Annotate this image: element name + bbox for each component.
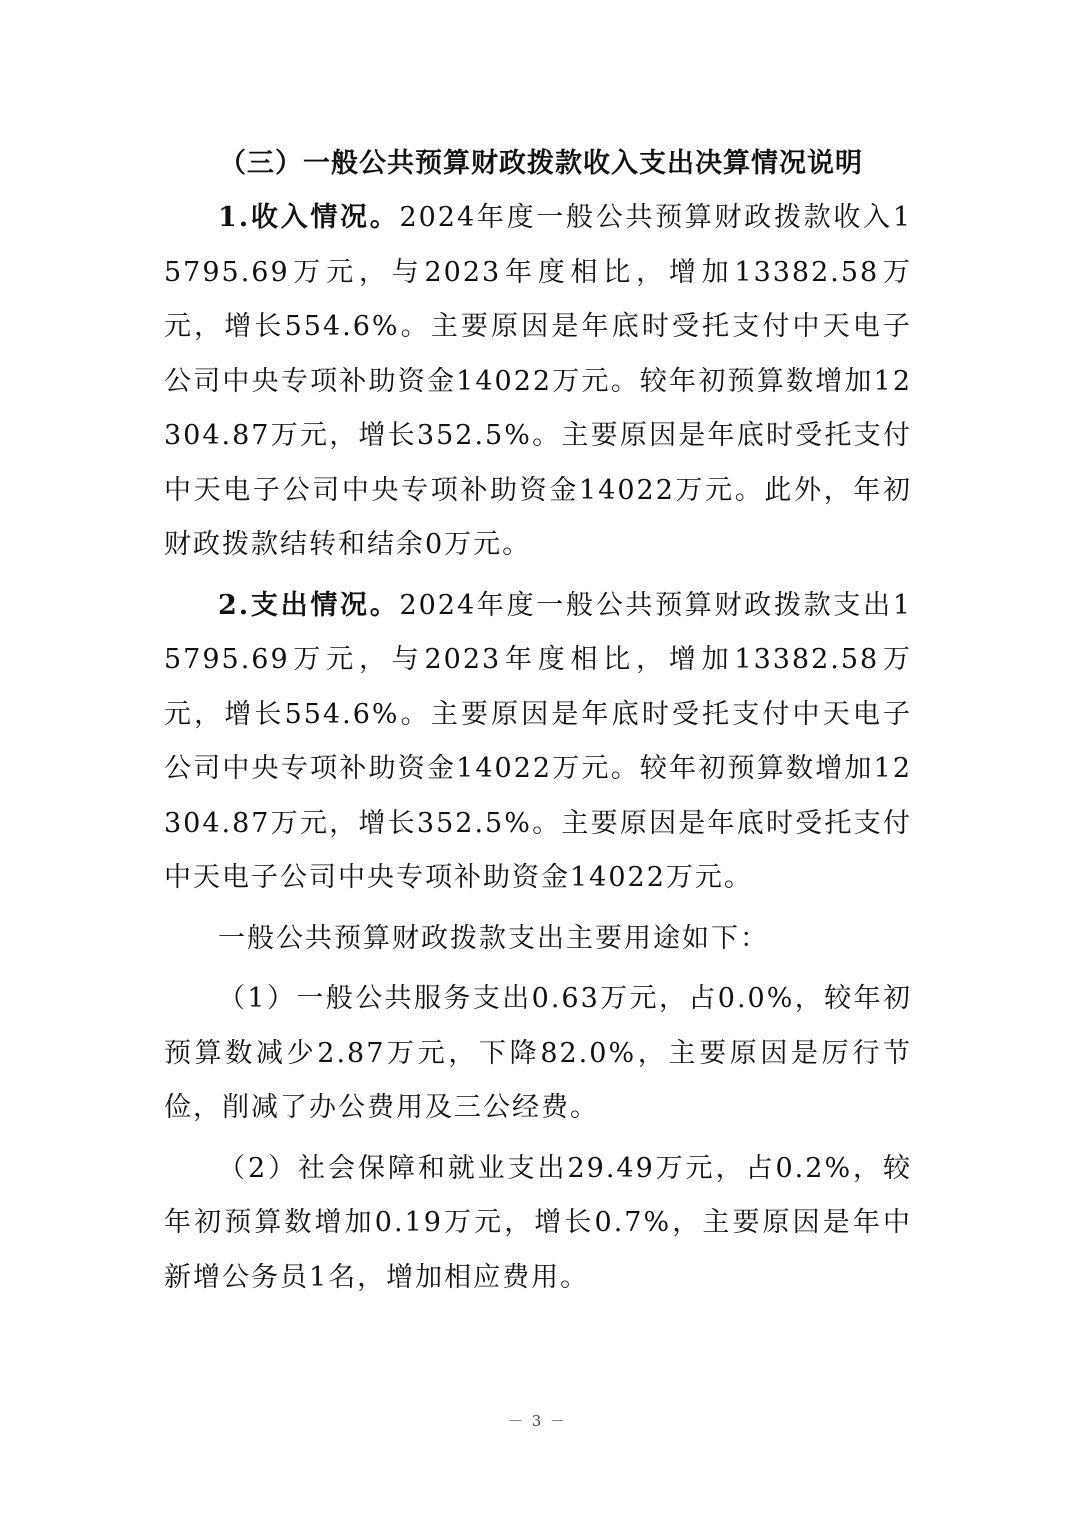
paragraph-text-uses-intro: 一般公共预算财政拨款支出主要用途如下： xyxy=(218,922,769,954)
paragraph-text-expenditure: 2024年度一般公共预算财政拨款支出15795.69万元，与2023年度相比，增加13382.58万元，增长554.6%。主要原因是年底时受托支付中天电子公司中央专项补助资金14022万元。较年初预算数增加12304.87万元，增长352.5%。主要原因是年底时受托支付中天电子公司中央专项补助资金14022万元。 xyxy=(164,589,913,893)
page-number: － 3 － xyxy=(507,1412,568,1430)
paragraph-item-2 xyxy=(164,1142,912,1306)
document-body xyxy=(164,137,912,1305)
paragraph-income xyxy=(164,191,912,573)
paragraph-expenditure xyxy=(164,579,912,906)
paragraph-text-item-1: （1）一般公共服务支出0.63万元，占0.0%，较年初预算数减少2.87万元，下降82.0%，主要原因是厉行节俭，削减了办公费用及三公经费。 xyxy=(164,983,912,1123)
paragraph-text-income: 2024年度一般公共预算财政拨款收入15795.69万元，与2023年度相比，增加13382.58万元，增长554.6%。主要原因是年底时受托支付中天电子公司中央专项补助资金14022万元。较年初预算数增加12304.87万元，增长352.5%。主要原因是年底时受托支付中天电子公司中央专项补助资金14022万元。此外，年初财政拨款结转和结余0万元。 xyxy=(164,202,913,560)
paragraph-text-item-2: （2）社会保障和就业支出29.49万元，占0.2%，较年初预算数增加0.19万元，增长0.7%，主要原因是年中新增公务员1名，增加相应费用。 xyxy=(164,1152,912,1293)
paragraph-item-1 xyxy=(164,972,912,1136)
section-heading: （三）一般公共预算财政拨款收入支出决算情况说明 xyxy=(219,148,863,179)
paragraph-uses-intro xyxy=(164,912,912,967)
paragraph-lead-expenditure: 2.支出情况。 xyxy=(218,589,400,621)
paragraph-lead-income: 1.收入情况。 xyxy=(218,202,400,233)
